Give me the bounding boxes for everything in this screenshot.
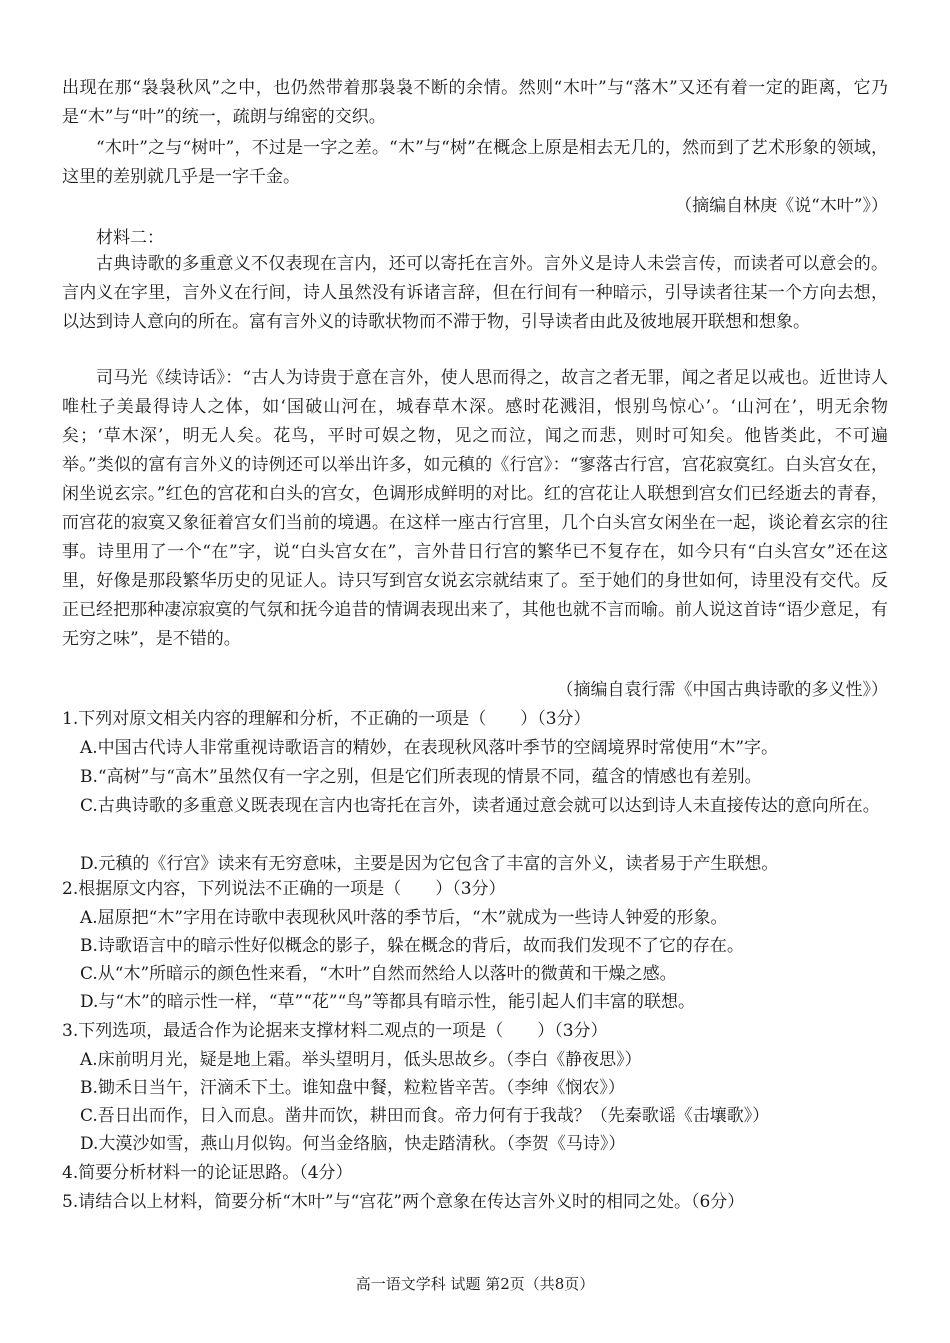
question-4-stem: 4.简要分析材料一的论证思路。（4分） bbox=[62, 1163, 353, 1183]
question-2-stem: 2.根据原文内容，下列说法不正确的一项是（ ）（3分） bbox=[62, 879, 506, 899]
question-1-option-a: A.中国古代诗人非常重视诗歌语言的精妙，在表现秋风落叶季节的空阔境界时常使用“木”字。 bbox=[80, 738, 779, 758]
material1-paragraph-last: “木叶”之与“树叶”，不过是一字之差。“木”与“树”在概念上原是相去无几的，然而到了艺术形象的领域，这里的差别就几乎是一字千金。 bbox=[62, 138, 888, 187]
question-3-option-b: B.锄禾日当午，汗滴禾下土。谁知盘中餐，粒粒皆辛苦。（李绅《悯农》） bbox=[80, 1078, 625, 1098]
page-footer: 高一语文学科 试题 第2页（共8页） bbox=[355, 1275, 595, 1293]
question-2-option-b: B.诗歌语言中的暗示性好似概念的影子，躲在概念的背后，故而我们发现不了它的存在。 bbox=[80, 936, 744, 956]
material2-label: 材料二： bbox=[96, 228, 164, 248]
question-5-stem: 5.请结合以上材料，简要分析“木叶”与“宫花”两个意象在传达言外义时的相同之处。（6分） bbox=[62, 1192, 745, 1212]
question-3-option-d: D.大漠沙如雪，燕山月似钩。何当金络脑，快走踏清秋。（李贺《马诗》） bbox=[80, 1134, 626, 1154]
question-1-option-b: B.“高树”与“高木”虽然仅有一字之别，但是它们所表现的情景不同，蕴含的情感也有差别。 bbox=[80, 767, 762, 787]
question-2-option-a: A.屈原把“木”字用在诗歌中表现秋风叶落的季节后，“木”就成为一些诗人钟爱的形象。 bbox=[80, 908, 728, 928]
question-2-option-d: D.与“木”的暗示性一样，“草”“花”“鸟”等都具有暗示性，能引起人们丰富的联想。 bbox=[80, 992, 695, 1012]
question-1-option-c: C.古典诗歌的多重意义既表现在言内也寄托在言外，读者通过意会就可以达到诗人未直接传达的意向所在。 bbox=[80, 796, 880, 816]
question-1-stem: 1.下列对原文相关内容的理解和分析，不正确的一项是（ ）（3分） bbox=[62, 709, 591, 729]
material2-paragraph-1: 古典诗歌的多重意义不仅表现在言内，还可以寄托在言外。言外义是诗人未尝言传，而读者可以意会的。言内义在字里，言外义在行间，诗人虽然没有诉诸言辞，但在行间有一种暗示，引导读者往某一个方向去想，以达到诗人意向的所在。富有言外义的诗歌状物而不滞于物，引导读者由此及彼地展开联想和想象。 bbox=[62, 254, 888, 332]
question-3-stem: 3.下列选项，最适合作为论据来支撑材料二观点的一项是（ ）（3分） bbox=[62, 1021, 608, 1041]
question-2-option-c: C.从“木”所暗示的颜色性来看，“木叶”自然而然给人以落叶的微黄和干燥之感。 bbox=[80, 964, 677, 984]
material2-source: （摘编自袁行霈《中国古典诗歌的多义性》） bbox=[556, 680, 888, 700]
question-3-option-a: A.床前明月光，疑是地上霜。举头望明月，低头思故乡。（李白《静夜思》） bbox=[80, 1050, 642, 1070]
material1-source: （摘编自林庚《说“木叶”》） bbox=[675, 196, 888, 216]
material1-paragraph-end: 出现在那“袅袅秋风”之中，也仍然带着那袅袅不断的余情。然则“木叶”与“落木”又还有着一定的距离，它乃是“木”与“叶”的统一，疏朗与绵密的交织。 bbox=[62, 78, 888, 127]
question-3-option-c: C.吾日出而作，日入而息。凿井而饮，耕田而食。帝力何有于我哉？（先秦歌谣《击壤歌》） bbox=[80, 1106, 770, 1126]
question-1-option-d: D.元稹的《行宫》读来有无穷意味，主要是因为它包含了丰富的言外义，读者易于产生联想。 bbox=[80, 854, 779, 874]
material2-paragraph-2: 司马光《续诗话》：“古人为诗贵于意在言外，使人思而得之，故言之者无罪，闻之者足以戒也。近世诗人唯杜子美最得诗人之体，如‘国破山河在，城春草木深。感时花溅泪，恨别鸟惊心’。‘山河在’，明无余物矣；‘草木深’，明无人矣。花鸟，平时可娱之物，见之而泣，闻之而悲，则时可知矣。他皆类此，不可遍举。”类似的富有言外义的诗例还可以举出许多，如元稹的《行宫》：“寥落古行宫，宫花寂寞红。白头宫女在，闲坐说玄宗。”红色的宫花和白头的宫女，色调形成鲜明的对比。红的宫花让人联想到宫女们已经逝去的青春，而宫花的寂寞又象征着宫女们当前的境遇。在这样一座古行宫里，几个白头宫女闲坐在一起，谈论着玄宗的往事。诗里用了一个“在”字，说“白头宫女在”，言外昔日行宫的繁华已不复存在，如今只有“白头宫女”还在这里，好像是那段繁华历史的见证人。诗只写到宫女说玄宗就结束了。至于她们的身世如何，诗里没有交代。反正已经把那种凄凉寂寞的气氛和抚今追昔的情调表现出来了，其他也就不言而喻。前人说这首诗“语少意足，有无穷之味”，是不错的。 bbox=[62, 368, 888, 649]
